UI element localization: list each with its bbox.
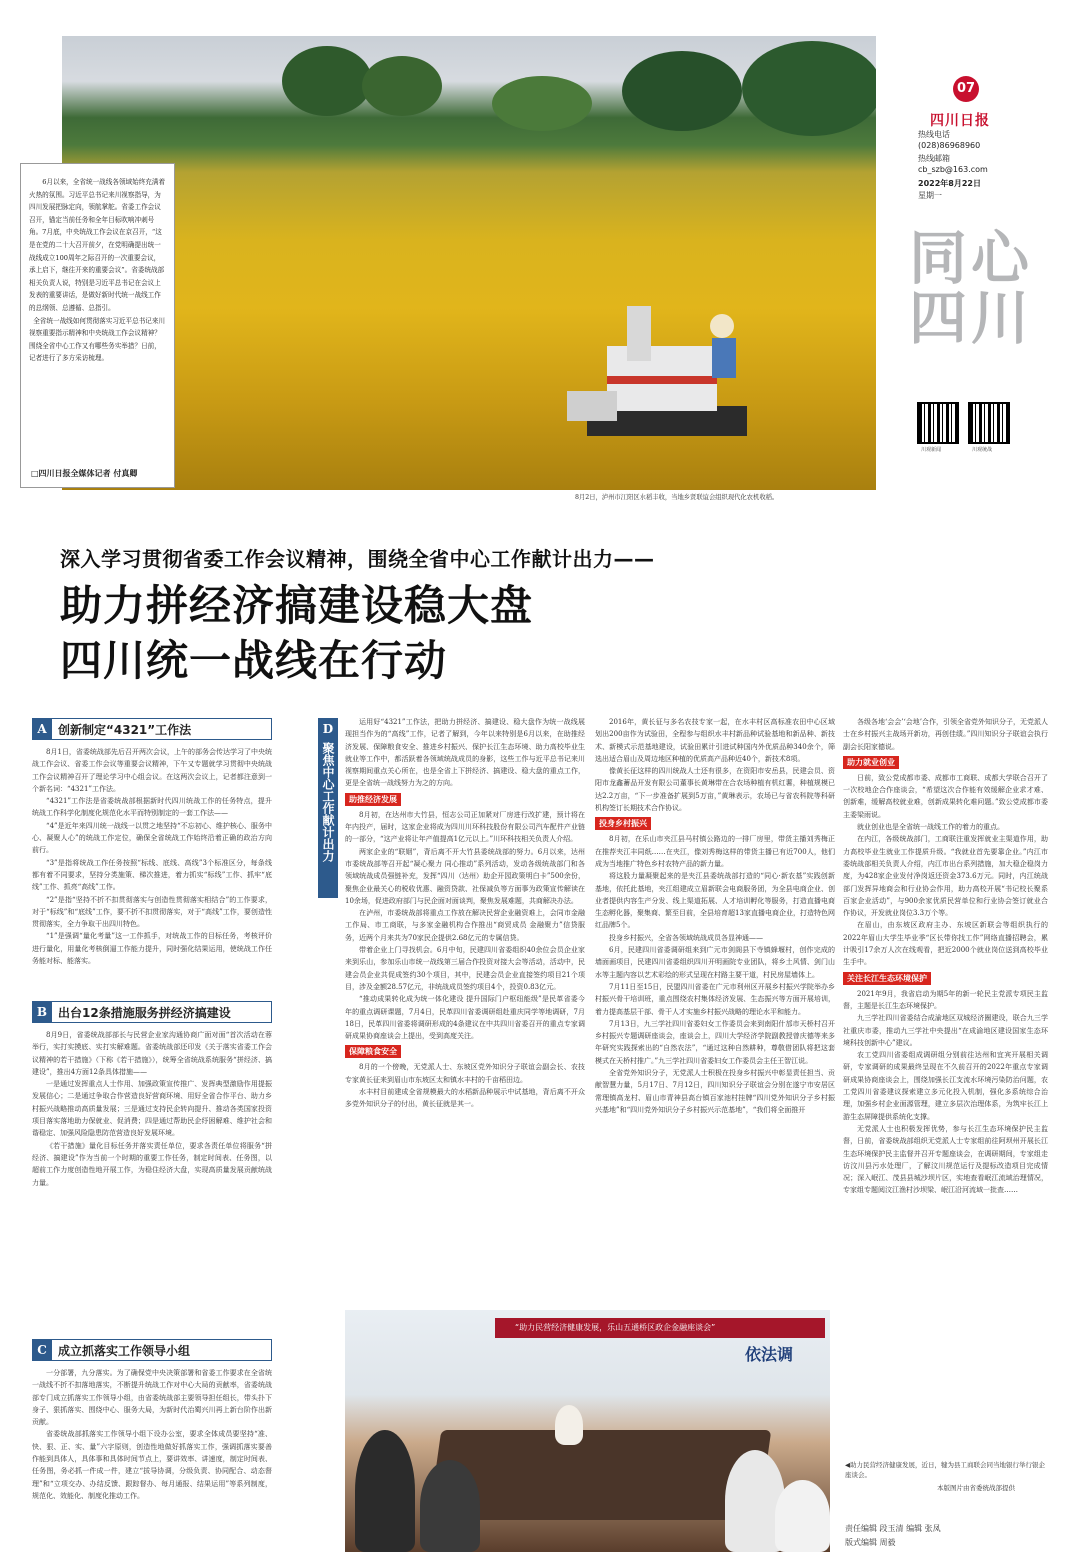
paragraph: 2016年，黄长征与多名农技专家一起，在水丰村区高标准农田中心区域划出200亩作为试验田，全程参与组织水丰村新品种试验基地和新品种、新技术、新模式示范基地建设，试验田累计引进试种国内外优质品种340余个，筛选出适合眉山及周边地区种植的优质高产品种近40个，新技术8项。 bbox=[595, 718, 835, 763]
section-b bbox=[32, 1001, 272, 1189]
editor-credit: 责任编辑 段玉清 编辑 张凤 bbox=[845, 1524, 941, 1533]
paragraph: “3”是指将统战工作任务按照“标线、底线、高线”3个标准区分，每条线都有着不同要求，坚持分类施策、梯次推进，着力抓实“标线”工作、抓牢“底线”工作、抓亮“高线”工作。 bbox=[32, 858, 272, 892]
subhead-ecology: 关注长江生态环境保护 bbox=[843, 972, 931, 985]
paragraph: 8月初，在乐山市夹江县马村镇公路边的一排厂房里，带货主播刘秀梅正在推荐夹江丰同纸……在夹江，像刘秀梅这样的带货主播已有近700人，他们成为当地推广特色乡村农特产品的新力量。 bbox=[595, 835, 835, 868]
issue-weekday: 星期一 bbox=[918, 191, 942, 200]
paragraph: 一是通过发挥重点人士作用、加强政策宣传推广、发挥典型激励作用提振发展信心；二是通过争取合作营造良好营商环境、用好全省合作平台、助力乡村振兴战略推动高质量发展；三是通过支持民企转向提升、推动各类国家投资项目落实落地助力保就业、促消费；四是通过帮助民企纾困解难、维护社会和谐稳定、加强风险隐患防范营造良好发展环境。 bbox=[32, 1080, 272, 1138]
combine-harvester-image bbox=[567, 286, 757, 446]
paragraph: 在眉山，由东坡区政府主办、东坡区新联会等组织执行的2022年眉山大学生毕业季“区长带你找工作”网络直播招聘会，累计吸引17余万人次在线观看，把近2000个就业岗位送到高校毕业生手中。 bbox=[843, 921, 1048, 967]
section-d-vertical-header bbox=[318, 718, 338, 898]
section-b-title: 出台12条措施服务拼经济搞建设 bbox=[58, 1005, 231, 1020]
section-a-title: 创新制定“4321”工作法 bbox=[58, 722, 192, 737]
subhead-rural: 投身乡村振兴 bbox=[595, 817, 651, 830]
paragraph: 在泸州，市委统战部将重点工作放在解决民营企业融资难上，会同市金融工作局、市工商联，与多家金融机构合作推出“商贸成员 金融聚力”信贷服务，近两个月来共为70家民企提供2.68亿元的专属信贷。 bbox=[345, 909, 585, 942]
qr-label-1: 川观新闻 bbox=[921, 447, 942, 453]
wall-slogan: 依法调 bbox=[745, 1345, 794, 1364]
paragraph: 投身乡村振兴，全省各领域统战成员各显神通—— bbox=[609, 933, 763, 942]
qr-code-1[interactable] bbox=[917, 402, 959, 444]
top-photo-caption: 8月2日，泸州市江阳区水稻丰收，当地乡贤联谊会组织现代化农机收稻。 bbox=[575, 494, 779, 501]
section-a-body bbox=[32, 746, 272, 967]
qr-code-2[interactable] bbox=[968, 402, 1010, 444]
paragraph: “4”是近年来四川统一战线一以贯之地坚持“不忘初心、维护核心、服务中心、凝聚人心”的统战工作定位，确保全省统战工作始终沿着正确的政治方向前行。 bbox=[32, 821, 272, 855]
paragraph: “4321”工作法是省委统战部根据新时代四川统战工作的任务特点，提升统战工作科学化制度化规范化水平而特别制定的一套工作法—— bbox=[32, 797, 272, 818]
section-a-letter: A bbox=[32, 719, 52, 739]
paragraph: 6月，民建四川省委调研组来到广元市剑阁县下寺镇蜂堰村，创作完成的墙面画项目，民建四川省委组织四川开明画院专业团队，将乡土风情、剑门山水等主题内容以艺术彩绘的形式呈现在村路主要干道，村民房屋墙体上。 bbox=[595, 946, 835, 979]
paragraph: 2021年9月，我省启动为期5年的新一轮民主党派专项民主监督，主题是长江生态环境保护。 bbox=[843, 989, 1048, 1010]
section-b-body bbox=[32, 1029, 272, 1189]
section-b-header bbox=[32, 1001, 272, 1023]
paragraph: 8月初，在达州市大竹县，恒志公司正加紧对厂房进行改扩建，预计将在年内投产，届时，这家企业将成为四川川环科技股份有限公司汽车配件产业链的一部分，“这产业将让年产值提高1亿元以上。”川环科技相关负责人介绍。 bbox=[345, 810, 585, 844]
email-label: 热线邮箱 bbox=[918, 154, 950, 163]
section-c-body bbox=[32, 1367, 272, 1502]
paragraph: “1”是强调“量化考量”这一工作抓手，对统战工作的目标任务，考核评价进行量化，用量化考核倒逼工作能力提升，同时强化结果运用，使统战工作任务能对标、能落实。 bbox=[32, 932, 272, 966]
section-d-letter: D bbox=[322, 722, 334, 736]
column-title-line2: 四川 bbox=[908, 284, 1033, 352]
page-number-badge: 07 bbox=[953, 76, 979, 102]
section-a-header bbox=[32, 718, 272, 740]
paragraph: 7月13日，九三学社四川省委妇女工作委员会来到南阳什邡市天桥村召开乡村振兴专题调研座谈会，座谈会上，四川大学经济学院副教授曾庆德等来多年研究实践探索出的“自然农法”，“通过这种自然耕种，尊敬借团队将把这套模式在天桥村推广。”九三学社四川省委妇女工作委员会主任王智江说。 bbox=[595, 1019, 835, 1065]
bottom-photo-caption: ◀助力民营经济健康发展，近日，犍为县工商联会同当地银行举行银企座谈会。 bbox=[845, 1461, 1045, 1479]
paragraph: 将这股力量凝聚起来的是夹江县委统战部打造的“同心·新农基”实践创新基地，依托此基地，夹江组建成立眉新联会电商服务团，为全县电商企业、创业者提供内容生产分发、线上渠道拓展、人才培训孵化等服务，打造直播电商生态孵化器，聚集商、繁至目前，全县培育超13家直播电商企业，打造特色网红品牌5个。 bbox=[595, 872, 835, 930]
lead-box bbox=[20, 163, 175, 488]
column-4-body bbox=[843, 716, 1048, 1451]
section-d-body bbox=[345, 716, 585, 1301]
paragraph: 九三学社四川省委结合成渝地区双城经济圈建设，联合九三学社重庆市委，推动九三学社中央提出“在成渝地区建设国家生态环境科技创新中心”建议。 bbox=[843, 1014, 1048, 1047]
paragraph: “推动成果转化成为统一体化建设 提升国际门户枢纽能级”是民革省委今年的重点调研课题，7月4日，民革四川省委调研组赴重庆同学等地调研，7月18日，民革四川省委将调研形成的4条建议在中共四川省委召开的重点专家调研成果协商座谈会上提出，受到高度关注。 bbox=[345, 995, 585, 1041]
paragraph: 《若干措施》量化目标任务并落实责任单位，要求各责任单位将服务“拼经济、搞建设”作为当前一个时期的重要工作任务，制定时间表、任务图，以超前工作力度创造性地开展工作，为稳住经济大盘，实现高质量发展贡献统战力量。 bbox=[32, 1141, 272, 1187]
section-d-title: 聚焦中心工作献计出力 bbox=[321, 742, 335, 862]
paragraph: 在内江，各级统战部门，工商联注重发挥就业主渠道作用，助力高校毕业生就业工作提质升级。“我就业首先要靠企业。”内江市委统战部相关负责人介绍，内江市出台系列措施，加大稳企稳岗力度，为428家企业发付净岗返还资金373.6万元。同时，内江统战部门发挥异地商会和行业协会作用，助力高校开展“书记校长聚系百家企业活动”，与900余家优质民营单位和行业协会签订就业合作协议，开发就业岗位3.3万个等。 bbox=[843, 835, 1048, 918]
lead-text: 6月以来，全省统一战线各领域始终充满着火热的氛围。习近平总书记来川视察指导，为四川发展把脉定向，领航掌舵。省委工作会议召开，锚定当前任务和全年目标吹响冲刺号角。7月底，中央统战工作会议在京召开，“这是在党的二十大召开前夕，在党明确提出统一战线成立100周年之际召开的一次重要会议，承上启下，继往开来的重要会议”。省委统战部相关负责人说，特别是习近平总书记在会议上发表的重要讲话，是做好新时代统一战线工作的总纲领、总遵循、总指引。 全省统一战线如何贯彻落实习近平总书记来川视察重要指示精神和中央统战工作会议精神？围绕全省中心工作又有哪些务实举措？日前，记者进行了多方采访梳理。 bbox=[29, 178, 166, 363]
headline-kicker: 深入学习贯彻省委工作会议精神，围绕全省中心工作献计出力—— bbox=[60, 547, 655, 571]
hotline-label: 热线电话 bbox=[918, 130, 950, 139]
photo-credit: 本版图片由省委统战部提供 bbox=[937, 1484, 1015, 1492]
paragraph: 全省党外知识分子，无党派人士积极在投身乡村振兴中彰显责任担当、贡献智慧力量，5月17日、7月12日，四川知识分子联谊会分别在遂宁市安居区常理镇高龙村、眉山市青神县高台镇百家池村挂牌“四川党外知识分子乡村振兴基地”和“四川党外知识分子乡村振兴示范基地”，“我们将全面推开 bbox=[595, 1069, 835, 1114]
paragraph: 8月9日，省委统战部部长与民营企业家沟通协商广面对面“首次活动在蓉举行，实打实摸底、实打实解难题。省委统战部还印发《关于落实省委工作会议精神的若干措施》（下称《若干措施》），统筹全省统战系统服务“拼经济、搞建设”，推出4方面12条具体措施—— bbox=[32, 1031, 272, 1076]
paragraph: 省委统战部抓落实工作领导小组下设办公室，要求全体成员要坚持“准、快、狠、正、实、量”六字原则，创造性地做好抓落实工作，强调抓落实要善作能到具体人，具体事和具体时间节点上，要讲效率、讲速度，制定时间表、任务图，务必抓一件成一件，建立“拔导协调，分级负责、协同配合、动态督理”和“立项交办、办结反馈、跟踪督办、每月通报、结果运用”等系列制度，规范化、效能化、制度化推动工作。 bbox=[32, 1430, 272, 1500]
subhead-grain: 保障粮食安全 bbox=[345, 1045, 401, 1058]
headline-line2: 四川统一战线在行动 bbox=[60, 636, 448, 685]
section-c-letter: C bbox=[32, 1340, 52, 1360]
paragraph: 水丰村目前建成全省规模最大的水稻新品种展示中试基地，背后离不开众多党外知识分子的付出，黄长征就是其一。 bbox=[345, 1088, 585, 1109]
top-photo-harvest bbox=[62, 36, 876, 490]
paragraph: 像黄长征这样的四川统战人士还有很多，在资阳市安岳县，民建会员、资阳市龙鑫蓄品开发有限公司董事长黄琳带在合农场种植有机红薯，种植规模已达2.2万亩，“下一步准备扩展到5万亩，”黄琳表示，农场已与省农科院等科研机构签订长期技术合作协议。 bbox=[595, 767, 835, 813]
section-c-title: 成立抓落实工作领导小组 bbox=[58, 1343, 191, 1358]
paper-name-logo: 四川日报 bbox=[930, 113, 990, 129]
paragraph: 就业创业也是全省统一战线工作的着力的重点。 bbox=[857, 823, 1004, 832]
person-figure bbox=[555, 1405, 583, 1445]
paragraph: 日前，致公党成都市委、成都市工商联、成都大学联合召开了一次校地企合作座谈会，“希望这次合作能有效缓解企业求才难、创新难，缓解高校就业难，创新成果转化难问题。”致公党成都市委主委梁雨说。 bbox=[843, 773, 1048, 819]
paragraph: 带着企业上门寻找机会。6月中旬，民建四川省委组织40余位会员企业家来到乐山，参加乐山市统一战线第三届合作投资对接大会等活动，活动中，民建会员企业共促成签约30个项目，其中，民建会员企业直接签约项目21个项目，涉及金额28.57亿元，非统战成员签约项目4个，投资0.83亿元。 bbox=[345, 946, 585, 991]
section-a bbox=[32, 718, 272, 967]
section-c bbox=[32, 1339, 272, 1502]
person-figure bbox=[355, 1430, 415, 1552]
paragraph: 8月1日，省委统战部先后召开两次会议，上午的部务会传达学习了中央统战工作会议、省委工作会议等重要会议精神，下午又专题就学习贯彻中央统战工作会议精神召开了理论学习中心组会议。在这两次会议上，记者都注意到一个新名词：“4321”工作法。 bbox=[32, 748, 272, 793]
design-credit: 版式编辑 周毅 bbox=[845, 1538, 896, 1547]
headline bbox=[60, 578, 533, 688]
meeting-table bbox=[429, 1430, 772, 1520]
subhead-employment: 助力就业创业 bbox=[843, 756, 899, 769]
paragraph: 无党派人士也积极发挥优势，参与长江生态环境保护民主监督，日前，省委统战部组织无党派人士专家组前往阿坝州开展长江生态环境保护民主监督并召开专题座谈会，在调研期间，专家组走访汶川县污水处理厂，了解汶川规范运行及提标改造项目完成情况；深入岷江、茂县县城沙坝片区，实地查看岷江流域治理情况，专家组专题阅汶江渔村沙坝梁、岷江沿河流域一批查…… bbox=[843, 1124, 1048, 1195]
meeting-banner: “助力民营经济健康发展，乐山五通桥区政企金融座谈会” bbox=[495, 1318, 825, 1338]
paragraph: 两家企业的“联姻”，背后离不开大竹县委统战部的努力。6月以来，达州市委统战部等召开起“凝心聚力 同心推动”系列活动，发动各级统战部门和各领域统战成员强链补充，发挥“四川（达州）助企开园政策明白卡”500余份，聚焦企业最关心的税收优惠、融资贷款、社保减负等方面事为政策宣传解读在10余场，促进政府部门与民企面对面谈判，聚焦发展难题，共商解决办法。 bbox=[345, 847, 585, 905]
subhead-economy: 助推经济发展 bbox=[345, 793, 401, 806]
qr-label-2: 川观统战 bbox=[972, 447, 993, 453]
paragraph: 农工党四川省委组成调研组分别前往达州和宜宾开展相关调研，专家调研的成果最终呈现在不久前召开的2022年重点专家调研成果协商座谈会上，围绕加强长江支流水环境污染防治问题，农工党四川省委建议探索建立多元化投入机制，强化多系统综合治理，加强乡村企业面源管理，建立多层次治理体系，为筑牢长江上游生态屏障提供系统化支撑。 bbox=[843, 1051, 1048, 1121]
section-c-header bbox=[32, 1339, 272, 1361]
paragraph: 8月的一个傍晚，无党派人士、东坡区党外知识分子联谊会副会长、农技专家黄长征来到眉山市东坡区太和镇水丰村的千亩稻田边。 bbox=[345, 1063, 585, 1084]
paragraph: 各级各地‘会会’‘会地’合作，引领全省党外知识分子，无党派人士在乡村振兴主战场开新功，再创佳绩。”四川知识分子联谊会执行副会长阳家德说。 bbox=[843, 718, 1048, 751]
column-3-body bbox=[595, 716, 835, 1301]
column-title-line1: 同心 bbox=[908, 224, 1033, 292]
section-b-letter: B bbox=[32, 1002, 52, 1022]
bottom-photo-meeting bbox=[345, 1310, 830, 1552]
issue-date: 2022年8月22日 bbox=[918, 179, 981, 188]
email-address: cb_szb@163.com bbox=[918, 165, 988, 174]
paragraph: “2”是指“坚持不折不扣贯彻落实与创造性贯彻落实相结合”的工作要求，对于“标线”和“底线”工作，要不折不扣贯彻落实，对于“高线”工作，要创造性贯彻落实，全力争取干出四川特色。 bbox=[32, 895, 272, 929]
person-figure bbox=[420, 1460, 480, 1552]
paragraph: 一分部署，九分落实。为了确保党中央决策部署和省委工作要求在全省统一战线不折不扣落地落实，不断提升统战工作对中心大局的贡献率，省委统战部专门成立抓落实工作领导小组，由省委统战部主要领导担任组长，带头扑下身子、狠抓落实、围绕中心、服务大局，为新时代治蜀兴川再上新台阶作出新贡献。 bbox=[32, 1369, 272, 1427]
paragraph: 7月11日至15日，民盟四川省委在广元市利州区开展乡村振兴学院举办乡村振兴骨干培训班，重点围绕农村集体经济发展、生态振兴等方面开展培训，着力提高基层干部、骨干人才实施乡村振兴战略的理论水平和能力。 bbox=[595, 982, 835, 1016]
paragraph: 运用好“4321”工作法，把助力拼经济、搞建设、稳大盘作为统一战线展现担当作为的“高线”工作，记者了解到，今年以来特别是6月以来，在助推经济发展、保障粮食安全、推进乡村振兴、保护长江生态环境、助力高校毕业生就业等工作中，都活跃着各领域统战成员的身影，这些工作与近平总书记来川视察期间重点关心所在，也是全省上下拼经济、搞建设、稳大盘的重点工作，更是全省统一战线努力为之的方向。 bbox=[345, 718, 585, 788]
column-title bbox=[901, 224, 1041, 352]
lead-author: □四川日报全媒体记者 付真卿 bbox=[31, 469, 138, 478]
headline-line1: 助力拼经济搞建设稳大盘 bbox=[60, 581, 534, 630]
person-figure bbox=[775, 1480, 830, 1552]
hotline-number: (028)86968960 bbox=[918, 141, 981, 150]
